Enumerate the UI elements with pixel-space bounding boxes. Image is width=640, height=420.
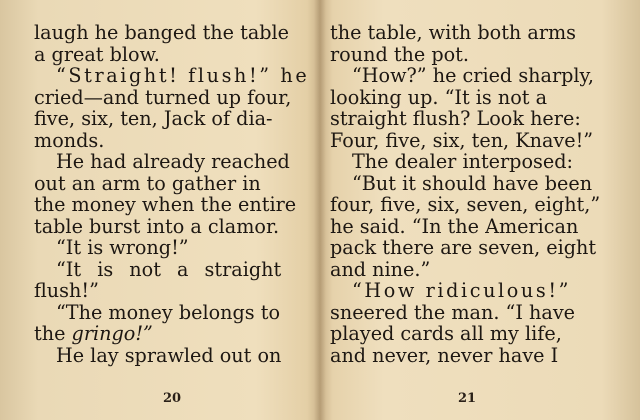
- text-line: cried—and turned up four,: [34, 85, 292, 109]
- text-line: “It is not a straight: [56, 257, 282, 281]
- text-line: straight flush? Look here:: [330, 107, 581, 130]
- text-line: He lay sprawled out on: [56, 343, 282, 367]
- text-line: five, six, ten, Jack of dia-: [34, 107, 273, 130]
- text-line: “How?” he cried sharply,: [352, 64, 594, 87]
- text-line: flush!”: [34, 279, 99, 302]
- text-line: [34, 323, 310, 345]
- text-line: “But it should have been: [352, 171, 593, 195]
- text-line: looking up. “It is not a: [330, 85, 548, 109]
- text-line: pack there are seven, eight: [330, 236, 597, 259]
- text-line: table burst into a clamor.: [34, 214, 280, 238]
- text-line: The dealer interposed:: [352, 150, 573, 173]
- text-line: round the pot.: [330, 42, 469, 66]
- text-line: four, five, six, seven, eight,”: [330, 193, 601, 216]
- text-line: and never, never have I: [330, 343, 559, 367]
- text-line: played cards all my life,: [330, 322, 562, 345]
- text-span: the: [34, 322, 72, 345]
- left-page: [34, 0, 310, 420]
- text-line: he said. “In the American: [330, 214, 579, 238]
- text-line: laugh he banged the table: [34, 21, 290, 44]
- text-line: “The money belongs to: [56, 300, 280, 324]
- right-page: [330, 0, 604, 420]
- right-page-text: [330, 22, 604, 366]
- text-line: out an arm to gather in: [34, 171, 261, 195]
- text-line: “How ridiculous!”: [352, 279, 572, 302]
- text-line: sneered the man. “I have: [330, 300, 576, 324]
- book-gutter: [314, 0, 326, 420]
- page-number: 20: [162, 391, 182, 406]
- text-line: Four, five, six, ten, Knave!”: [330, 128, 594, 152]
- page-number: 21: [457, 391, 477, 406]
- text-line: a great blow.: [34, 42, 160, 66]
- text-line: and nine.”: [330, 257, 431, 281]
- text-line: “It is wrong!”: [56, 236, 189, 259]
- left-page-text: [34, 22, 310, 366]
- text-line: monds.: [34, 128, 105, 152]
- italic-word: gringo!”: [71, 322, 153, 345]
- text-line: He had already reached: [56, 150, 290, 173]
- text-line: the money when the entire: [34, 193, 297, 216]
- text-line: “Straight! flush!” he: [56, 64, 310, 87]
- text-line: the table, with both arms: [330, 21, 577, 44]
